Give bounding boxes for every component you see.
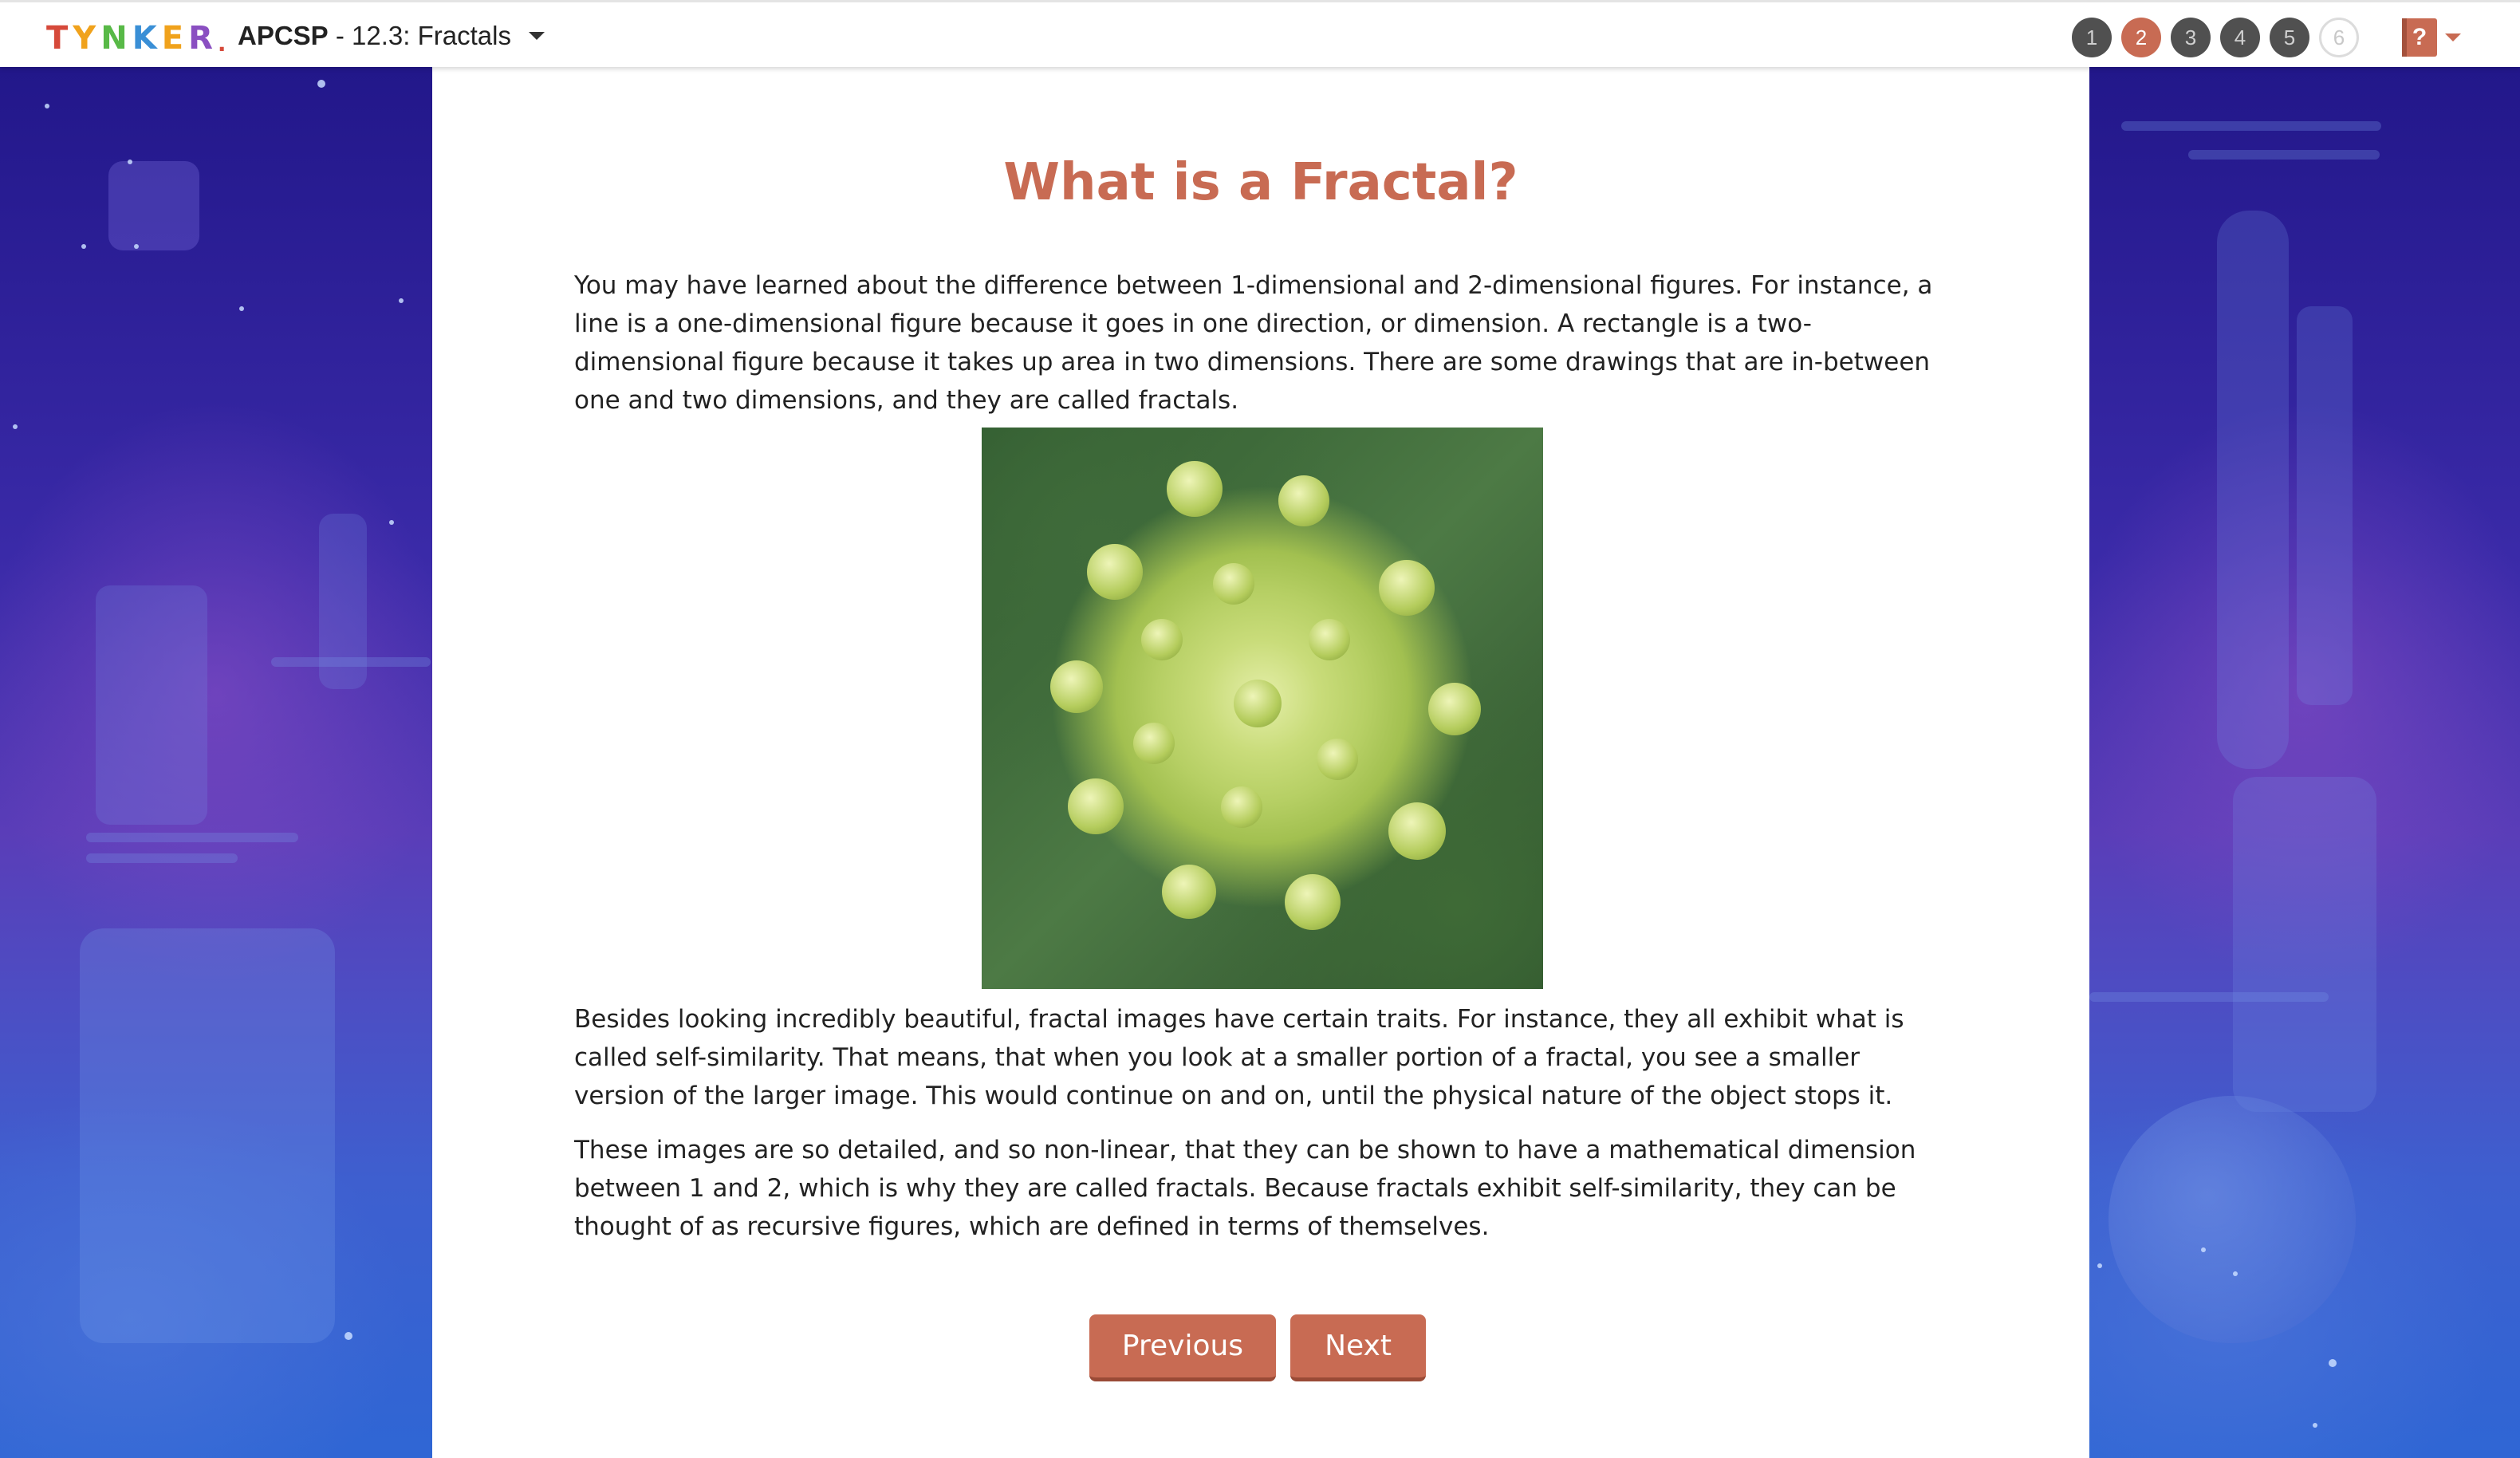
decor-planet	[2109, 1096, 2356, 1343]
step-navigator	[2072, 18, 2359, 57]
decor-shape	[108, 161, 199, 250]
decor-line	[86, 833, 298, 842]
image-detail	[1234, 680, 1282, 727]
image-detail	[1141, 619, 1183, 660]
logo-letter: .	[217, 30, 231, 57]
lesson-paragraph-3: These images are so detailed, and so non-linear, that they can be shown to have a mathematical dimension between 1 and 2, which is why they are called fractals. Because fractals exhibit self-similarity, they can be thought of as recursive figures, which are defined in terms of themselves.	[574, 1136, 1916, 1241]
previous-button[interactable]: Previous	[1089, 1314, 1276, 1381]
image-detail	[1068, 778, 1124, 834]
step-6-button[interactable]: 6	[2319, 18, 2359, 57]
image-detail	[1133, 723, 1175, 764]
decor-star	[81, 244, 86, 249]
decor-crystal	[96, 585, 207, 825]
image-detail	[1388, 802, 1446, 860]
lesson-title: What is a Fractal?	[1003, 153, 1518, 212]
image-detail	[1309, 619, 1350, 660]
course-lesson: 12.3: Fractals	[352, 21, 511, 50]
decor-line	[86, 853, 238, 863]
left-background	[0, 67, 432, 1458]
next-button[interactable]: Next	[1290, 1314, 1426, 1381]
decor-star	[128, 160, 132, 164]
decor-star	[2097, 1263, 2102, 1268]
decor-star	[399, 298, 404, 303]
step-4-button[interactable]: 4	[2220, 18, 2260, 57]
decor-star	[2329, 1359, 2337, 1367]
lesson-paragraph-2: Besides looking incredibly beautiful, fractal images have certain traits. For instance, they all exhibit what is called self-similarity. That means, that when you look at a smaller portion of a fractal, you see a smaller version of the larger image. This would continue on and on, until the physical nature of the object stops it.	[574, 1005, 1904, 1110]
decor-star	[239, 306, 244, 311]
decor-star	[317, 80, 325, 88]
course-title	[238, 21, 511, 51]
top-bar	[0, 0, 2520, 67]
course-separator: -	[328, 21, 352, 50]
lesson-paragraph-1: You may have learned about the difference between 1-dimensional and 2-dimensional figures. For instance, a line is a one-dimensional figure because it goes in one direction, or dimension. A rectangle is a two-dimensional figure because it takes up area in two dimensions. There are some drawings that are in-between one and two dimensions, and they are called fractals.	[574, 271, 1933, 415]
romanesco-broccoli-image	[982, 428, 1543, 989]
logo-letter: T	[46, 20, 73, 57]
decor-line	[2121, 121, 2381, 131]
decor-star	[134, 244, 139, 249]
decor-star	[13, 424, 18, 429]
decor-crystal	[2217, 211, 2289, 769]
image-detail	[1213, 563, 1254, 605]
decor-star	[345, 1332, 352, 1340]
logo-letter: Y	[73, 20, 101, 57]
step-3-button[interactable]: 3	[2171, 18, 2211, 57]
decor-line	[271, 657, 431, 667]
chevron-down-icon	[2445, 33, 2461, 41]
decor-rock	[2233, 777, 2376, 1112]
image-detail	[1379, 560, 1435, 616]
logo-letter: R	[188, 20, 218, 57]
course-selector[interactable]	[238, 18, 545, 53]
decor-star	[2201, 1247, 2206, 1252]
image-detail	[1278, 475, 1329, 526]
decor-star	[2313, 1423, 2317, 1428]
image-detail	[1221, 786, 1262, 828]
step-5-button[interactable]: 5	[2270, 18, 2309, 57]
image-detail	[1162, 865, 1216, 919]
logo-letter: N	[100, 20, 132, 57]
decor-star	[45, 104, 49, 108]
help-book-icon: ?	[2402, 18, 2437, 57]
image-detail	[1428, 683, 1481, 735]
image-detail	[1167, 461, 1223, 517]
tynker-logo[interactable]	[46, 17, 231, 57]
chevron-down-icon	[529, 32, 545, 40]
logo-letter: E	[161, 20, 189, 57]
image-detail	[1285, 874, 1341, 930]
right-background	[2089, 67, 2520, 1458]
decor-line	[2188, 150, 2380, 160]
decor-star	[2233, 1271, 2238, 1276]
step-1-button[interactable]: 1	[2072, 18, 2112, 57]
decor-crystal	[2297, 306, 2353, 705]
course-program: APCSP	[238, 21, 329, 50]
decor-rock	[80, 928, 335, 1343]
decor-star	[389, 520, 394, 525]
image-detail	[1317, 739, 1358, 780]
logo-letter: K	[132, 20, 162, 57]
image-detail	[1050, 660, 1103, 713]
help-menu-button[interactable]	[2402, 18, 2461, 57]
image-detail	[1087, 544, 1143, 600]
lesson-content	[432, 67, 2089, 1458]
step-2-button[interactable]: 2	[2121, 18, 2161, 57]
